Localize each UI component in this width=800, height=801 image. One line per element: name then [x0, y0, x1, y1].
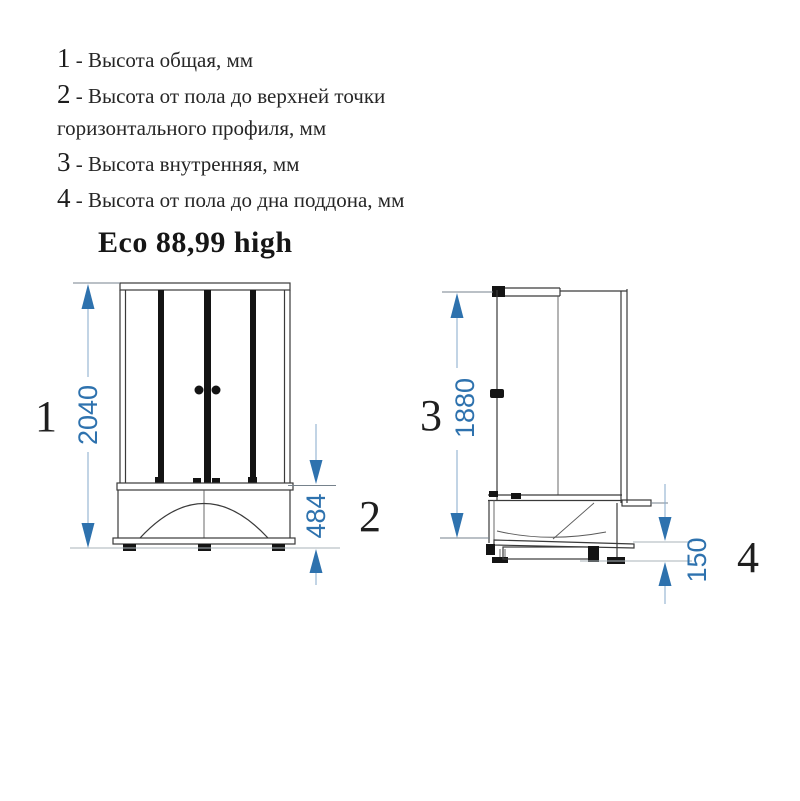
dimension-3-inner-height — [420, 292, 493, 538]
dim1-arrow-down-icon — [82, 523, 95, 548]
front-door-handle-right — [212, 386, 221, 395]
side-front-foot — [492, 557, 508, 563]
legend-num-3: 3 — [57, 147, 71, 177]
dimension-3-value: 1880 — [450, 377, 480, 439]
dimension-4-tray-height — [659, 484, 760, 604]
front-mullion-left — [158, 290, 164, 483]
side-tray-brace — [553, 503, 594, 539]
legend-text-4: - Высота от пола до дна поддона, мм — [70, 188, 405, 212]
front-plinth — [113, 538, 295, 544]
front-roller-mark — [155, 477, 164, 483]
legend-num-2: 2 — [57, 79, 71, 109]
side-rim-bolt-left — [489, 491, 498, 497]
front-roller-mark — [212, 478, 220, 483]
dim4-arrow-down-icon — [659, 517, 672, 541]
legend-num-4: 4 — [57, 183, 71, 213]
legend-text-1: - Высота общая, мм — [70, 48, 254, 72]
dim2-arrow-up-icon — [310, 549, 323, 573]
front-roller-mark — [248, 477, 257, 483]
dimension-3-label: 3 — [420, 391, 442, 440]
side-door-handle — [490, 389, 504, 398]
dimension-2-value: 484 — [301, 493, 331, 539]
dim1-arrow-up-icon — [82, 284, 95, 309]
legend-text-2: - Высота от пола до верхней точки горизонтального профиля, мм — [57, 84, 386, 140]
legend-num-1: 1 — [57, 43, 71, 73]
dimension-1-overall-height — [35, 283, 120, 548]
side-apron-panel — [503, 547, 597, 559]
front-door-center-post — [204, 290, 211, 483]
front-mullion-right — [250, 290, 256, 483]
dimension-1-label: 1 — [35, 392, 57, 441]
dimension-1-value: 2040 — [73, 384, 103, 446]
product-title: Eco 88,99 high — [98, 226, 293, 259]
legend-text-3: - Высота внутренняя, мм — [70, 152, 300, 176]
side-front-bracket — [486, 544, 495, 555]
dimension-4-label: 4 — [737, 533, 759, 582]
dim4-arrow-up-icon — [659, 562, 672, 586]
side-apron-bracket — [588, 546, 599, 562]
front-door-handle-left — [195, 386, 204, 395]
dimension-4-value: 150 — [682, 537, 712, 583]
dimension-2-profile-height — [288, 424, 381, 585]
front-bottom-rail — [117, 483, 293, 490]
side-rim-bolt-right — [511, 493, 521, 499]
dimension-2-label: 2 — [359, 492, 381, 541]
dim2-arrow-down-icon — [310, 460, 323, 484]
front-roller-mark — [193, 478, 201, 483]
side-top-bracket — [492, 286, 505, 297]
side-rear-shelf — [622, 500, 651, 506]
side-tray-inner-floor — [497, 531, 606, 537]
front-top-profile — [120, 283, 290, 290]
dim3-arrow-down-icon — [451, 513, 464, 538]
front-view — [70, 283, 340, 551]
dim3-arrow-up-icon — [451, 293, 464, 318]
